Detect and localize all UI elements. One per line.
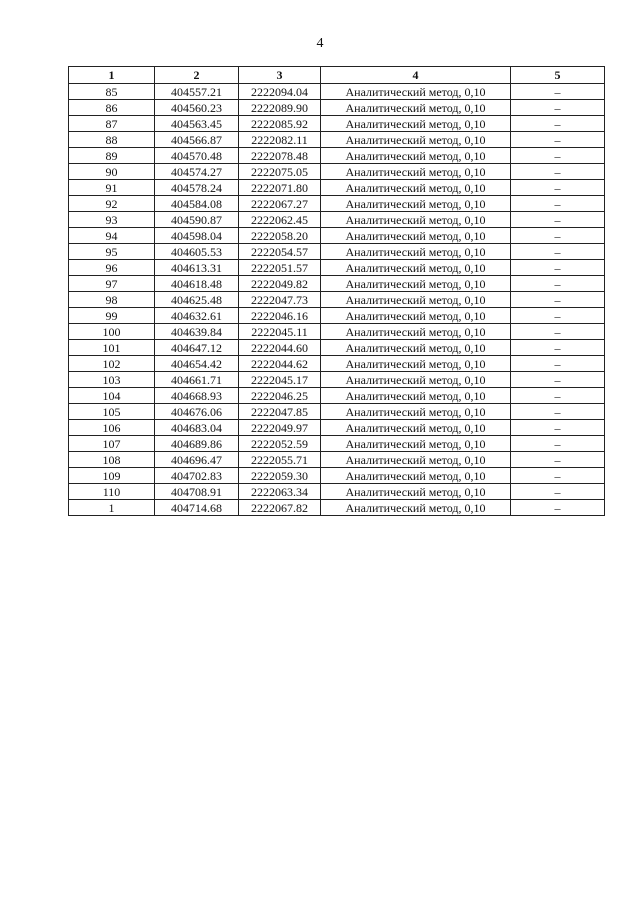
method-cell: Аналитический метод, 0,10	[321, 148, 511, 164]
x-coordinate-cell: 404570.48	[155, 148, 239, 164]
table-row	[69, 500, 605, 516]
note-cell: –	[511, 356, 605, 372]
header-cell: 5	[511, 67, 605, 84]
table-row	[69, 404, 605, 420]
table-row	[69, 484, 605, 500]
y-coordinate-cell: 2222047.73	[239, 292, 321, 308]
y-coordinate-cell: 2222046.16	[239, 308, 321, 324]
point-number-cell: 99	[69, 308, 155, 324]
note-cell: –	[511, 452, 605, 468]
x-coordinate-cell: 404654.42	[155, 356, 239, 372]
note-cell: –	[511, 292, 605, 308]
method-cell: Аналитический метод, 0,10	[321, 340, 511, 356]
table-row	[69, 132, 605, 148]
note-cell: –	[511, 404, 605, 420]
table-row	[69, 340, 605, 356]
page-number: 4	[316, 36, 324, 51]
point-number-cell: 110	[69, 484, 155, 500]
table-row	[69, 148, 605, 164]
table-row	[69, 468, 605, 484]
table-row	[69, 260, 605, 276]
point-number-cell: 108	[69, 452, 155, 468]
table-row	[69, 212, 605, 228]
method-cell: Аналитический метод, 0,10	[321, 388, 511, 404]
method-cell: Аналитический метод, 0,10	[321, 372, 511, 388]
table-row	[69, 372, 605, 388]
point-number-cell: 109	[69, 468, 155, 484]
point-number-cell: 86	[69, 100, 155, 116]
table-body	[69, 84, 605, 516]
table-row	[69, 116, 605, 132]
note-cell: –	[511, 196, 605, 212]
point-number-cell: 100	[69, 324, 155, 340]
table-row	[69, 420, 605, 436]
x-coordinate-cell: 404683.04	[155, 420, 239, 436]
note-cell: –	[511, 484, 605, 500]
point-number-cell: 97	[69, 276, 155, 292]
y-coordinate-cell: 2222063.34	[239, 484, 321, 500]
y-coordinate-cell: 2222078.48	[239, 148, 321, 164]
method-cell: Аналитический метод, 0,10	[321, 132, 511, 148]
point-number-cell: 91	[69, 180, 155, 196]
note-cell: –	[511, 324, 605, 340]
table-header-row	[69, 67, 605, 84]
y-coordinate-cell: 2222067.82	[239, 500, 321, 516]
x-coordinate-cell: 404618.48	[155, 276, 239, 292]
note-cell: –	[511, 436, 605, 452]
note-cell: –	[511, 84, 605, 100]
header-cell: 1	[69, 67, 155, 84]
x-coordinate-cell: 404578.24	[155, 180, 239, 196]
y-coordinate-cell: 2222094.04	[239, 84, 321, 100]
table-row	[69, 388, 605, 404]
method-cell: Аналитический метод, 0,10	[321, 180, 511, 196]
x-coordinate-cell: 404702.83	[155, 468, 239, 484]
x-coordinate-cell: 404598.04	[155, 228, 239, 244]
point-number-cell: 88	[69, 132, 155, 148]
method-cell: Аналитический метод, 0,10	[321, 276, 511, 292]
point-number-cell: 92	[69, 196, 155, 212]
note-cell: –	[511, 100, 605, 116]
point-number-cell: 96	[69, 260, 155, 276]
method-cell: Аналитический метод, 0,10	[321, 404, 511, 420]
method-cell: Аналитический метод, 0,10	[321, 116, 511, 132]
point-number-cell: 93	[69, 212, 155, 228]
note-cell: –	[511, 500, 605, 516]
y-coordinate-cell: 2222045.17	[239, 372, 321, 388]
note-cell: –	[511, 276, 605, 292]
method-cell: Аналитический метод, 0,10	[321, 452, 511, 468]
header-cell: 2	[155, 67, 239, 84]
note-cell: –	[511, 308, 605, 324]
x-coordinate-cell: 404574.27	[155, 164, 239, 180]
header-cell: 4	[321, 67, 511, 84]
point-number-cell: 1	[69, 500, 155, 516]
y-coordinate-cell: 2222059.30	[239, 468, 321, 484]
note-cell: –	[511, 148, 605, 164]
x-coordinate-cell: 404560.23	[155, 100, 239, 116]
y-coordinate-cell: 2222052.59	[239, 436, 321, 452]
table-row	[69, 84, 605, 100]
y-coordinate-cell: 2222049.97	[239, 420, 321, 436]
note-cell: –	[511, 372, 605, 388]
method-cell: Аналитический метод, 0,10	[321, 436, 511, 452]
y-coordinate-cell: 2222058.20	[239, 228, 321, 244]
point-number-cell: 102	[69, 356, 155, 372]
table-row	[69, 324, 605, 340]
y-coordinate-cell: 2222082.11	[239, 132, 321, 148]
y-coordinate-cell: 2222049.82	[239, 276, 321, 292]
table-row	[69, 180, 605, 196]
method-cell: Аналитический метод, 0,10	[321, 84, 511, 100]
note-cell: –	[511, 180, 605, 196]
x-coordinate-cell: 404613.31	[155, 260, 239, 276]
table-row	[69, 228, 605, 244]
note-cell: –	[511, 340, 605, 356]
point-number-cell: 85	[69, 84, 155, 100]
x-coordinate-cell: 404714.68	[155, 500, 239, 516]
x-coordinate-cell: 404689.86	[155, 436, 239, 452]
y-coordinate-cell: 2222089.90	[239, 100, 321, 116]
method-cell: Аналитический метод, 0,10	[321, 100, 511, 116]
method-cell: Аналитический метод, 0,10	[321, 356, 511, 372]
point-number-cell: 105	[69, 404, 155, 420]
table-row	[69, 292, 605, 308]
y-coordinate-cell: 2222046.25	[239, 388, 321, 404]
method-cell: Аналитический метод, 0,10	[321, 500, 511, 516]
y-coordinate-cell: 2222045.11	[239, 324, 321, 340]
method-cell: Аналитический метод, 0,10	[321, 212, 511, 228]
point-number-cell: 106	[69, 420, 155, 436]
x-coordinate-cell: 404647.12	[155, 340, 239, 356]
x-coordinate-cell: 404584.08	[155, 196, 239, 212]
header-cell: 3	[239, 67, 321, 84]
note-cell: –	[511, 260, 605, 276]
x-coordinate-cell: 404639.84	[155, 324, 239, 340]
x-coordinate-cell: 404696.47	[155, 452, 239, 468]
y-coordinate-cell: 2222054.57	[239, 244, 321, 260]
coordinates-table	[68, 66, 605, 516]
note-cell: –	[511, 468, 605, 484]
note-cell: –	[511, 228, 605, 244]
y-coordinate-cell: 2222044.60	[239, 340, 321, 356]
x-coordinate-cell: 404676.06	[155, 404, 239, 420]
method-cell: Аналитический метод, 0,10	[321, 324, 511, 340]
note-cell: –	[511, 244, 605, 260]
y-coordinate-cell: 2222075.05	[239, 164, 321, 180]
note-cell: –	[511, 132, 605, 148]
table-row	[69, 164, 605, 180]
y-coordinate-cell: 2222085.92	[239, 116, 321, 132]
point-number-cell: 89	[69, 148, 155, 164]
x-coordinate-cell: 404563.45	[155, 116, 239, 132]
point-number-cell: 101	[69, 340, 155, 356]
x-coordinate-cell: 404632.61	[155, 308, 239, 324]
table-row	[69, 356, 605, 372]
x-coordinate-cell: 404625.48	[155, 292, 239, 308]
point-number-cell: 95	[69, 244, 155, 260]
y-coordinate-cell: 2222067.27	[239, 196, 321, 212]
method-cell: Аналитический метод, 0,10	[321, 308, 511, 324]
point-number-cell: 107	[69, 436, 155, 452]
table-row	[69, 436, 605, 452]
method-cell: Аналитический метод, 0,10	[321, 484, 511, 500]
method-cell: Аналитический метод, 0,10	[321, 468, 511, 484]
y-coordinate-cell: 2222051.57	[239, 260, 321, 276]
point-number-cell: 104	[69, 388, 155, 404]
x-coordinate-cell: 404566.87	[155, 132, 239, 148]
note-cell: –	[511, 164, 605, 180]
x-coordinate-cell: 404708.91	[155, 484, 239, 500]
note-cell: –	[511, 212, 605, 228]
method-cell: Аналитический метод, 0,10	[321, 260, 511, 276]
x-coordinate-cell: 404557.21	[155, 84, 239, 100]
point-number-cell: 90	[69, 164, 155, 180]
table-row	[69, 308, 605, 324]
point-number-cell: 98	[69, 292, 155, 308]
table-row	[69, 100, 605, 116]
method-cell: Аналитический метод, 0,10	[321, 244, 511, 260]
note-cell: –	[511, 116, 605, 132]
method-cell: Аналитический метод, 0,10	[321, 292, 511, 308]
point-number-cell: 103	[69, 372, 155, 388]
x-coordinate-cell: 404668.93	[155, 388, 239, 404]
note-cell: –	[511, 388, 605, 404]
table-row	[69, 244, 605, 260]
y-coordinate-cell: 2222071.80	[239, 180, 321, 196]
y-coordinate-cell: 2222044.62	[239, 356, 321, 372]
point-number-cell: 87	[69, 116, 155, 132]
x-coordinate-cell: 404661.71	[155, 372, 239, 388]
table-row	[69, 276, 605, 292]
x-coordinate-cell: 404605.53	[155, 244, 239, 260]
method-cell: Аналитический метод, 0,10	[321, 196, 511, 212]
method-cell: Аналитический метод, 0,10	[321, 228, 511, 244]
table-row	[69, 452, 605, 468]
table-row	[69, 196, 605, 212]
y-coordinate-cell: 2222047.85	[239, 404, 321, 420]
note-cell: –	[511, 420, 605, 436]
y-coordinate-cell: 2222055.71	[239, 452, 321, 468]
y-coordinate-cell: 2222062.45	[239, 212, 321, 228]
method-cell: Аналитический метод, 0,10	[321, 164, 511, 180]
point-number-cell: 94	[69, 228, 155, 244]
method-cell: Аналитический метод, 0,10	[321, 420, 511, 436]
x-coordinate-cell: 404590.87	[155, 212, 239, 228]
